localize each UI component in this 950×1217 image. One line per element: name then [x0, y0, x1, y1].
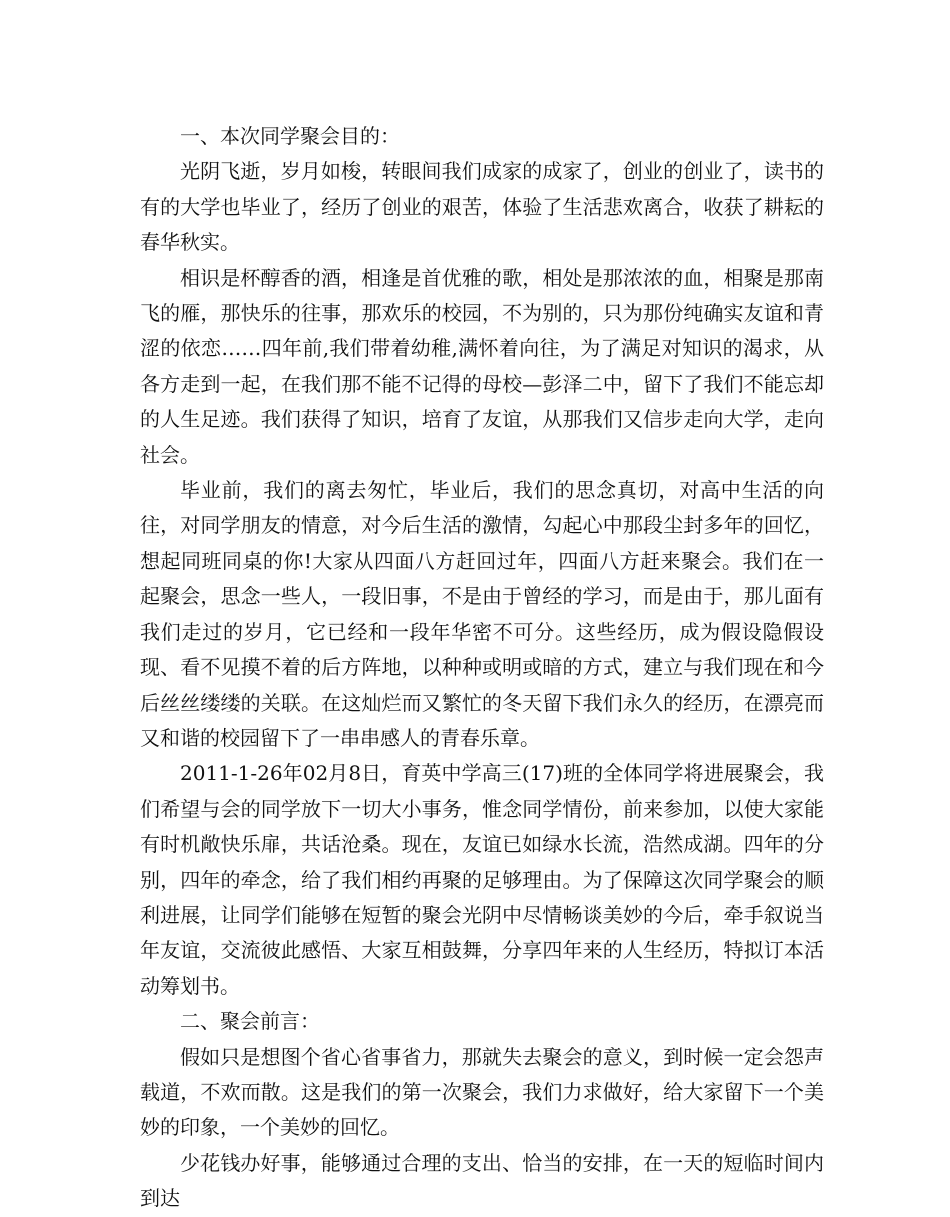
paragraph: 少花钱办好事，能够通过合理的支出、恰当的安排，在一天的短临时间内到达: [140, 1150, 824, 1211]
paragraph: 假如只是想图个省心省事省力，那就失去聚会的意义，到时候一定会怨声载道，不欢而散。这是我们的第一次聚会，我们力求做好，给大家留下一个美妙的印象，一个美妙的回忆。: [140, 1044, 824, 1140]
section-heading-purpose: 一、本次同学聚会目的：: [180, 124, 400, 148]
document-body: [140, 119, 824, 1217]
section-heading-preface: 二、聚会前言：: [180, 1009, 320, 1034]
paragraph: 毕业前，我们的离去匆忙，毕业后，我们的思念真切，对高中生活的向往，对同学朋友的情意，对今后生活的激情，勾起心中那段尘封多年的回忆，想起同班同桌的你!大家从四面八方赶回过年，四面八方赶来聚会。我们在一起聚会，思念一些人，一段旧事，不是由于曾经的学习，而是由于，那儿面有我们走过的岁月，它已经和一段年华密不可分。这些经历，成为假设隐假设现、看不见摸不着的后方阵地，以种种或明或暗的方式，建立与我们现在和今后丝丝缕缕的关联。在这灿烂而又繁忙的冬天留下我们永久的经历，在漂亮而又和谐的校园留下了一串串感人的青春乐章。: [140, 478, 824, 750]
paragraph: 光阴飞逝，岁月如梭，转眼间我们成家的成家了，创业的创业了，读书的有的大学也毕业了，经历了创业的艰苦，体验了生活悲欢离合，收获了耕耘的春华秋实。: [140, 159, 824, 255]
paragraph: 2011-1-26年02月8日，育英中学高三(17)班的全体同学将进展聚会，我们希望与会的同学放下一切大小事务，惟念同学情份，前来参加，以使大家能有时机敞快乐扉，共话沧桑。现在，友谊已如绿水长流，浩然成湖。四年的分别，四年的牵念，给了我们相约再聚的足够理由。为了保障这次同学聚会的顺利进展，让同学们能够在短暂的聚会光阴中尽情畅谈美妙的今后，牵手叙说当年友谊，交流彼此感悟、大家互相鼓舞，分享四年来的人生经历，特拟订本活动筹划书。: [140, 761, 824, 998]
paragraph: 相识是杯醇香的酒，相逢是首优雅的歌，相处是那浓浓的血，相聚是那南飞的雁，那快乐的往事，那欢乐的校园，不为别的，只为那份纯确实友谊和青涩的依恋……四年前,我们带着幼稚,满怀着向往，为了满足对知识的渴求，从各方走到一起，在我们那不能不记得的母校—彭泽二中，留下了我们不能忘却的人生足迹。我们获得了知识，培育了友谊，从那我们又信步走向大学，走向社会。: [140, 265, 824, 467]
